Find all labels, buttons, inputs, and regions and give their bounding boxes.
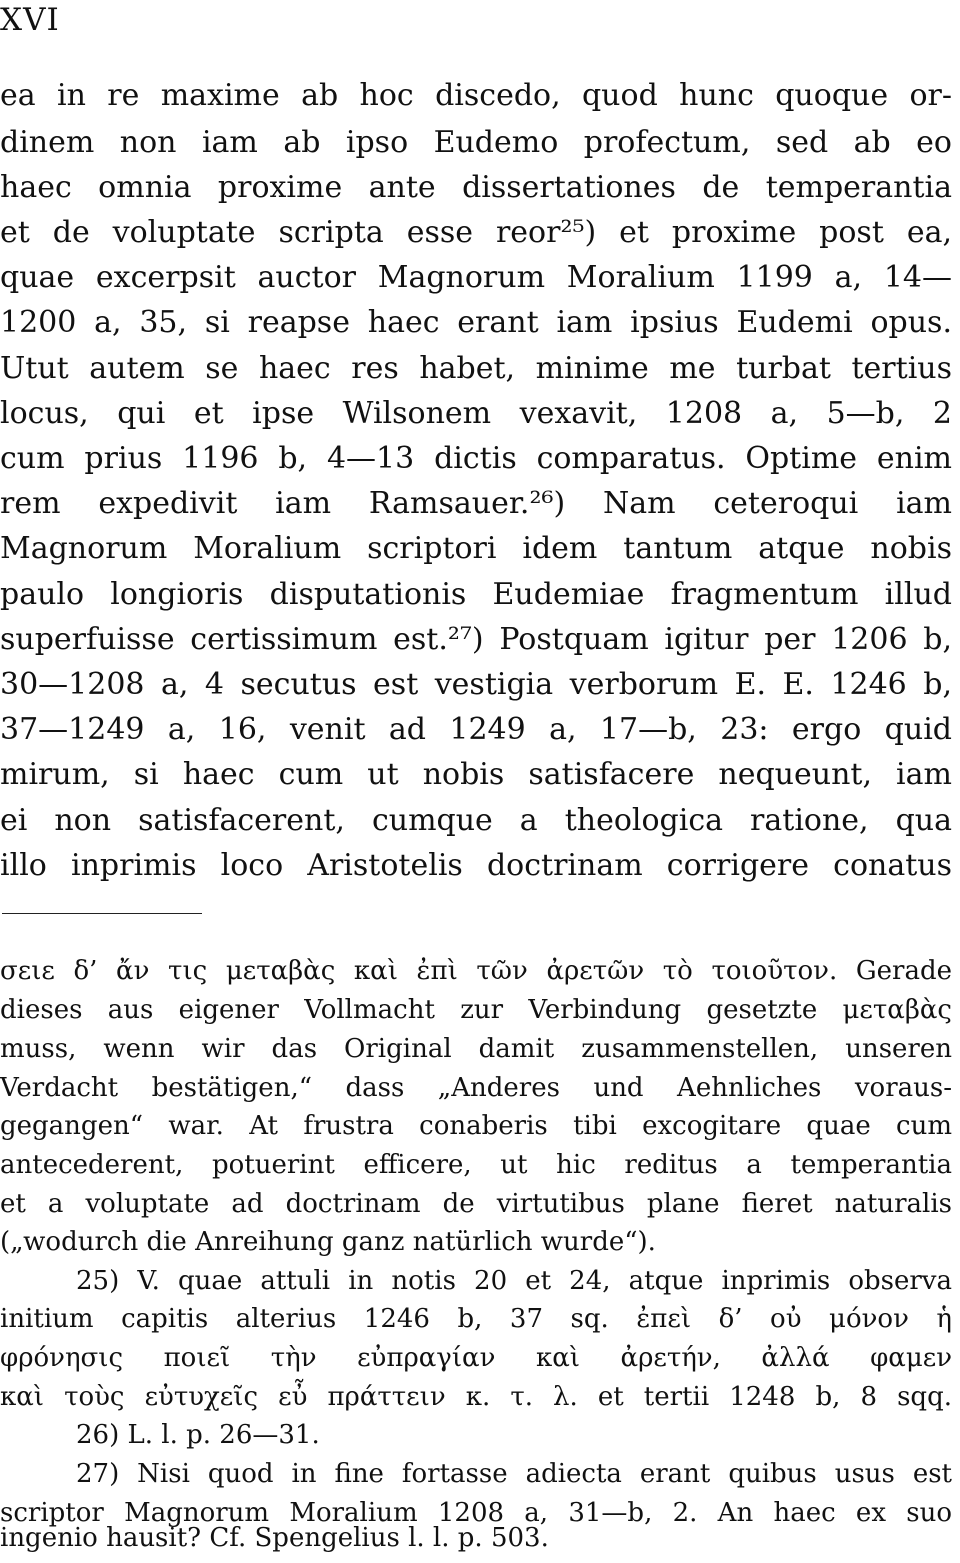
text-line: 30—1208 a, 4 secutus est vestigia verborum E. E. 1246 b,	[0, 667, 952, 702]
footnote-line: antecederent, potuerint efficere, ut hic reditus a temperantia	[0, 1150, 952, 1180]
footnote-25: 25) V. quae attuli in notis 20 et 24, atque inprimis observa	[76, 1266, 952, 1296]
text-line: 37—1249 a, 16, venit ad 1249 a, 17—b, 23: ergo quid	[0, 712, 952, 747]
text-line: et de voluptate scripta esse reor²⁵) et proxime post ea,	[0, 215, 952, 250]
text-line: superfuisse certissimum est.²⁷) Postquam igitur per 1206 b,	[0, 622, 952, 657]
text-line: locus, qui et ipse Wilsonem vexavit, 1208 a, 5—b, 2	[0, 396, 952, 431]
footnote-26: 26) L. l. p. 26—31.	[76, 1420, 320, 1450]
text-line: Magnorum Moralium scriptori idem tantum atque nobis	[0, 531, 952, 566]
footnote-line: initium capitis alterius 1246 b, 37 sq. ἐπεὶ δ’ οὐ μόνον ἡ	[0, 1304, 952, 1334]
text-line: ea in re maxime ab hoc discedo, quod hunc quoque or-	[0, 78, 952, 113]
footnote-line: gegangen“ war. At frustra conaberis tibi excogitare quae cum	[0, 1111, 952, 1141]
footnote-line: dieses aus eigener Vollmacht zur Verbindung gesetzte μεταβὰς	[0, 995, 952, 1025]
text-line: mirum, si haec cum ut nobis satisfacere nequeunt, iam	[0, 757, 952, 792]
text-line: rem expedivit iam Ramsauer.²⁶) Nam ceteroqui iam	[0, 486, 952, 521]
text-line: illo inprimis loco Aristotelis doctrinam corrigere conatus	[0, 848, 952, 883]
text-line: quae excerpsit auctor Magnorum Moralium 1199 a, 14—	[0, 260, 952, 295]
footnote-line: et a voluptate ad doctrinam de virtutibus plane fieret naturalis	[0, 1189, 952, 1219]
footnote-line: ingenio hausit? Cf. Spengelius l. l. p. 503.	[0, 1523, 549, 1553]
page-number: XVI	[0, 2, 60, 38]
text-line: haec omnia proxime ante dissertationes de temperantia	[0, 170, 952, 205]
text-line: Utut autem se haec res habet, minime me turbat tertius	[0, 351, 952, 386]
text-line: cum prius 1196 b, 4—13 dictis comparatus. Optime enim	[0, 441, 952, 476]
text-line: 1200 a, 35, si reapse haec erant iam ipsius Eudemi opus.	[0, 305, 952, 340]
text-line: dinem non iam ab ipso Eudemo profectum, sed ab eo	[0, 125, 952, 160]
text-line: ei non satisfacerent, cumque a theologica ratione, qua	[0, 803, 952, 838]
footnote-line: καὶ τοὺς εὐτυχεῖς εὖ πράττειν κ. τ. λ. et tertii 1248 b, 8 sqq.	[0, 1382, 952, 1412]
footnote-line: scriptor Magnorum Moralium 1208 a, 31—b, 2. An haec ex suo	[0, 1498, 952, 1528]
footnote-line: φρόνησις ποιεῖ τὴν εὐπραγίαν καὶ ἀρετήν, ἀλλά φαμεν	[0, 1343, 952, 1373]
text-line: paulo longioris disputationis Eudemiae fragmentum illud	[0, 577, 952, 612]
footnote-line: muss, wenn wir das Original damit zusammenstellen, unseren	[0, 1034, 952, 1064]
footnote-27: 27) Nisi quod in fine fortasse adiecta erant quibus usus est	[76, 1459, 952, 1489]
footnote-separator	[2, 913, 202, 914]
footnote-line: σειε δ’ ἄν τις μεταβὰς καὶ ἐπὶ τῶν ἀρετῶν τὸ τοιοῦτον. Gerade	[0, 956, 952, 986]
footnote-line: („wodurch die Anreihung ganz natürlich wurde“).	[0, 1227, 656, 1257]
footnote-line: Verdacht bestätigen,“ dass „Anderes und Aehnliches voraus-	[0, 1073, 952, 1103]
